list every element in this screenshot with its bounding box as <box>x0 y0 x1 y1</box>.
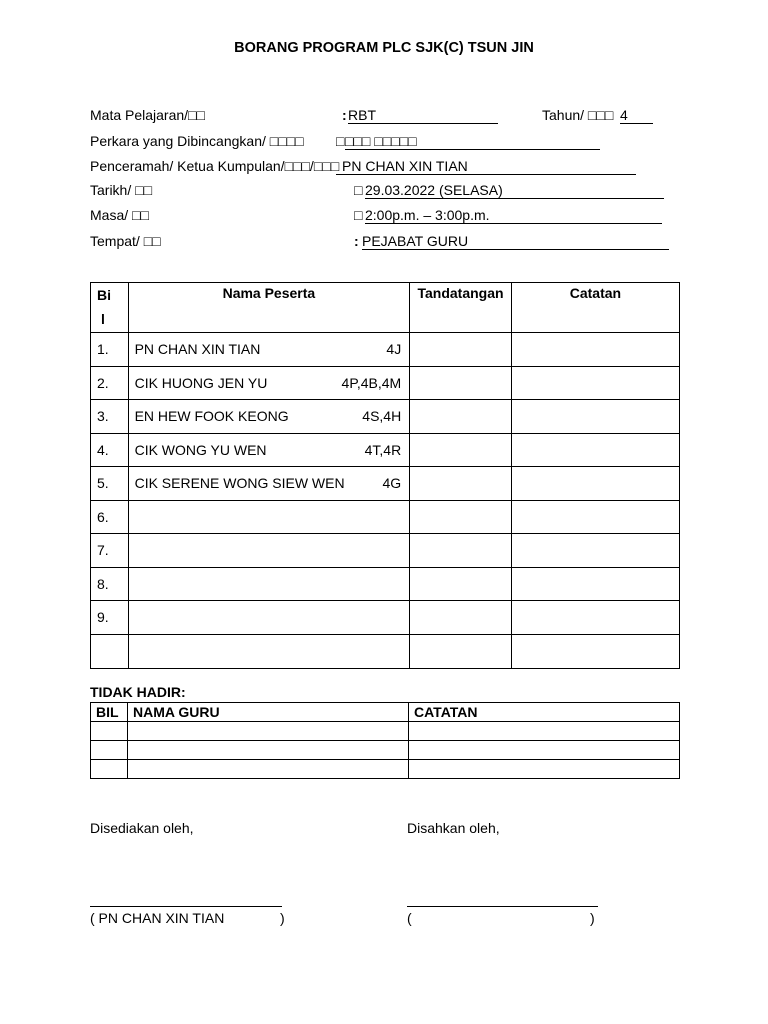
tidak-hadir-cell[interactable] <box>128 741 409 760</box>
table-row <box>91 634 680 668</box>
tidak-hadir-row <box>91 741 680 760</box>
tarikh-underline <box>365 198 664 199</box>
perkara-value: □□□ □□□□□ <box>345 133 417 149</box>
tidak-hadir-cell[interactable] <box>91 722 128 741</box>
info-row-mata-pelajaran <box>90 107 690 125</box>
disediakan-signature-line[interactable] <box>90 906 282 907</box>
row-tandatangan[interactable] <box>410 333 512 367</box>
header-bil-line2: l <box>101 311 105 327</box>
table-row <box>91 500 680 534</box>
row-nama-cell <box>128 400 410 434</box>
tidak-hadir-table <box>90 702 680 779</box>
tidak-hadir-title: TIDAK HADIR: <box>90 684 186 700</box>
header-nama-peserta: Nama Peserta <box>128 283 410 333</box>
perkara-underline <box>345 149 600 150</box>
row-tandatangan[interactable] <box>410 500 512 534</box>
tidak-hadir-cell[interactable] <box>91 760 128 779</box>
tempat-label: Tempat/ □□ <box>90 233 161 249</box>
peserta-table <box>90 282 680 669</box>
row-tandatangan[interactable] <box>410 567 512 601</box>
perkara-colon: □ <box>336 133 345 149</box>
form-title: BORANG PROGRAM PLC SJK(C) TSUN JIN <box>234 40 534 56</box>
row-bil: 1. <box>91 333 129 367</box>
row-kelas: 4P,4B,4M <box>341 374 402 391</box>
row-catatan[interactable] <box>511 567 679 601</box>
row-tandatangan[interactable] <box>410 400 512 434</box>
table-row <box>91 601 680 635</box>
row-bil: 5. <box>91 467 129 501</box>
masa-underline <box>365 223 662 224</box>
disediakan-label: Disediakan oleh, <box>90 820 194 836</box>
row-tandatangan[interactable] <box>410 467 512 501</box>
mata-pelajaran-value: RBT <box>348 107 376 123</box>
row-bil <box>91 634 129 668</box>
row-kelas: 4T,4R <box>364 441 402 458</box>
row-catatan[interactable] <box>511 601 679 635</box>
row-catatan[interactable] <box>511 433 679 467</box>
info-row-tarikh <box>90 182 690 200</box>
peserta-header-row <box>91 283 680 333</box>
tidak-hadir-row <box>91 722 680 741</box>
tidak-hadir-row <box>91 760 680 779</box>
table-row <box>91 433 680 467</box>
row-nama-cell <box>128 534 410 568</box>
header-bil <box>91 283 129 333</box>
header-bil-line1: Bi <box>97 287 111 303</box>
penceramah-underline <box>336 174 636 175</box>
row-kelas: 4S,4H <box>362 408 402 425</box>
row-catatan[interactable] <box>511 534 679 568</box>
row-bil: 2. <box>91 366 129 400</box>
mata-pelajaran-colon: : <box>342 107 347 123</box>
tidak-hadir-cell[interactable] <box>128 722 409 741</box>
tidak-hadir-cell[interactable] <box>409 741 680 760</box>
row-catatan[interactable] <box>511 634 679 668</box>
table-row <box>91 366 680 400</box>
tempat-value: PEJABAT GURU <box>362 233 469 249</box>
row-nama-cell <box>128 634 410 668</box>
header-catatan: Catatan <box>511 283 679 333</box>
tidak-hadir-cell[interactable] <box>409 760 680 779</box>
row-tandatangan[interactable] <box>410 534 512 568</box>
tahun-label: Tahun/ □□□ <box>542 107 614 123</box>
penceramah-value: PN CHAN XIN TIAN <box>342 158 468 174</box>
tidak-hadir-header-row <box>91 703 680 722</box>
table-row <box>91 400 680 434</box>
disediakan-close-paren: ) <box>280 910 285 926</box>
row-nama-cell <box>128 500 410 534</box>
row-nama: PN CHAN XIN TIAN <box>134 341 261 358</box>
mata-pelajaran-underline <box>348 123 498 124</box>
row-bil: 3. <box>91 400 129 434</box>
row-tandatangan[interactable] <box>410 366 512 400</box>
masa-label: Masa/ □□ <box>90 207 149 223</box>
row-bil: 7. <box>91 534 129 568</box>
tempat-colon: : <box>354 233 359 249</box>
row-nama: CIK SERENE WONG SIEW WEN <box>134 475 345 492</box>
row-nama: EN HEW FOOK KEONG <box>134 408 289 425</box>
row-nama: CIK WONG YU WEN <box>134 441 267 458</box>
row-catatan[interactable] <box>511 400 679 434</box>
table-row <box>91 534 680 568</box>
row-catatan[interactable] <box>511 500 679 534</box>
row-catatan[interactable] <box>511 366 679 400</box>
disahkan-signature-line[interactable] <box>407 906 598 907</box>
row-tandatangan[interactable] <box>410 601 512 635</box>
tidak-hadir-header-nama: NAMA GURU <box>128 703 409 722</box>
mata-pelajaran-label: Mata Pelajaran/□□ <box>90 107 205 123</box>
row-catatan[interactable] <box>511 333 679 367</box>
tarikh-label: Tarikh/ □□ <box>90 182 153 198</box>
info-row-perkara <box>90 133 690 151</box>
row-nama-cell <box>128 366 410 400</box>
row-bil: 8. <box>91 567 129 601</box>
row-tandatangan[interactable] <box>410 634 512 668</box>
info-row-masa <box>90 207 690 225</box>
row-catatan[interactable] <box>511 467 679 501</box>
info-row-tempat <box>90 233 690 251</box>
row-nama-cell <box>128 433 410 467</box>
tidak-hadir-cell[interactable] <box>91 741 128 760</box>
tidak-hadir-cell[interactable] <box>128 760 409 779</box>
tempat-underline <box>362 249 669 250</box>
table-row <box>91 567 680 601</box>
row-nama-cell <box>128 567 410 601</box>
tarikh-colon: □ <box>354 182 363 198</box>
perkara-label: Perkara yang Dibincangkan/ □□□□ <box>90 133 304 149</box>
disahkan-close-paren: ) <box>590 910 595 926</box>
row-kelas: 4G <box>382 475 402 492</box>
row-nama-cell <box>128 601 410 635</box>
tidak-hadir-header-catatan: CATATAN <box>409 703 680 722</box>
row-nama: CIK HUONG JEN YU <box>134 374 268 391</box>
penceramah-label: Penceramah/ Ketua Kumpulan/□□□/□□□ <box>90 158 340 174</box>
row-bil: 6. <box>91 500 129 534</box>
row-bil: 4. <box>91 433 129 467</box>
masa-colon: □ <box>354 207 363 223</box>
tarikh-value: 29.03.2022 (SELASA) <box>365 182 503 198</box>
tidak-hadir-cell[interactable] <box>409 722 680 741</box>
info-row-penceramah <box>90 158 690 176</box>
row-kelas: 4J <box>386 341 402 358</box>
table-row <box>91 467 680 501</box>
row-tandatangan[interactable] <box>410 433 512 467</box>
row-nama-cell <box>128 333 410 367</box>
peserta-body <box>91 333 680 669</box>
disahkan-label: Disahkan oleh, <box>407 820 500 836</box>
disediakan-name: ( PN CHAN XIN TIAN <box>90 910 225 926</box>
header-tandatangan: Tandatangan <box>410 283 512 333</box>
disahkan-open-paren: ( <box>407 910 412 926</box>
row-bil: 9. <box>91 601 129 635</box>
tahun-underline <box>620 123 653 124</box>
tidak-hadir-header-bil: BIL <box>91 703 128 722</box>
row-nama-cell <box>128 467 410 501</box>
table-row <box>91 333 680 367</box>
tahun-value: 4 <box>620 107 628 123</box>
masa-value: 2:00p.m. – 3:00p.m. <box>365 207 490 223</box>
